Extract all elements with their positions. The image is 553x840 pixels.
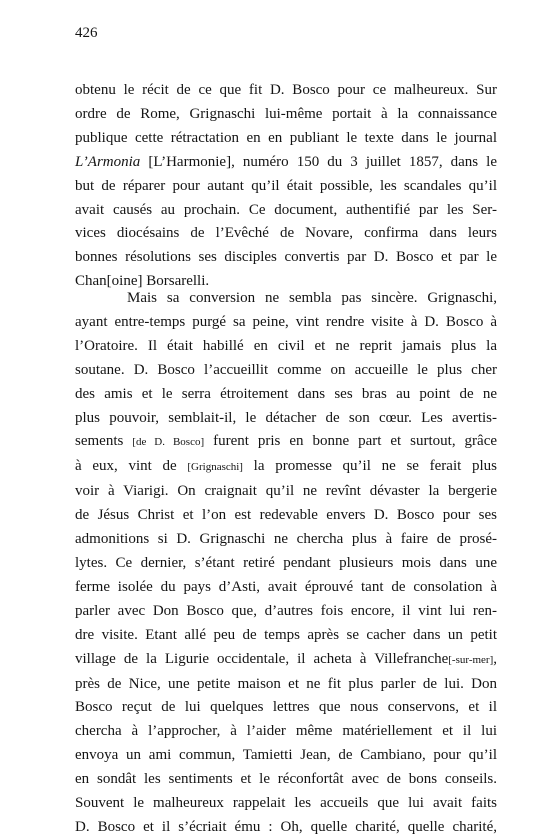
text-run: ordre de Rome, Grignaschi lui-même portait à la connaissance bbox=[75, 105, 497, 122]
text-run: , bbox=[493, 650, 497, 667]
text-run: chercha à l’approcher, à l’aider même matériellement et il lui bbox=[75, 723, 497, 740]
text-line bbox=[75, 792, 497, 816]
text-run: ferme isolée du pays d’Asti, avait éprouvé tant de consolation à bbox=[75, 578, 497, 595]
paragraph-1 bbox=[75, 79, 497, 294]
text-line bbox=[75, 768, 497, 792]
text-run: publique cette rétractation en en publiant le texte dans le journal bbox=[75, 129, 497, 146]
text-line bbox=[75, 79, 497, 103]
text-run: Mais sa conversion ne sembla pas sincère. Grignaschi, bbox=[127, 290, 497, 306]
text-line bbox=[75, 696, 497, 720]
page-number: 426 bbox=[75, 25, 98, 41]
text-run: Souvent le malheureux rappelait les accueils que lui avait faits bbox=[75, 795, 497, 812]
text-run: l’Oratoire. Il était habillé en civil et ne reprit jamais plus la bbox=[75, 337, 497, 354]
text-line bbox=[75, 311, 497, 335]
text-line bbox=[75, 175, 497, 199]
text-line bbox=[75, 720, 497, 744]
paragraph-2 bbox=[75, 287, 497, 840]
text-line bbox=[75, 127, 497, 151]
text-line bbox=[75, 103, 497, 127]
text-line bbox=[75, 407, 497, 431]
editorial-insertion: [de D. Bosco] bbox=[132, 436, 205, 449]
text-line bbox=[75, 816, 497, 840]
text-run: obtenu le récit de ce que fit D. Bosco pour ce malheureux. Sur bbox=[75, 82, 497, 98]
italic-title: L’Armonia bbox=[75, 153, 141, 170]
editorial-insertion: [-sur-mer] bbox=[448, 653, 494, 666]
text-line bbox=[75, 504, 497, 528]
text-run: envoya un ami commun, Tamietti Jean, de Cambiano, pour qu’il bbox=[75, 747, 497, 764]
text-run: à eux, vint de bbox=[75, 458, 188, 475]
text-run: admonitions si D. Grignaschi ne chercha plus à faire de prosé- bbox=[75, 531, 497, 548]
text-line bbox=[75, 624, 497, 648]
text-run: la promesse qu’il ne se ferait plus bbox=[242, 458, 497, 475]
text-line bbox=[75, 673, 497, 697]
text-line bbox=[75, 246, 497, 270]
text-line bbox=[75, 430, 497, 455]
text-run: vices diocésains de l’Evêché de Novare, confirma dans leurs bbox=[75, 225, 497, 242]
text-run: dre visite. Etant allé peu de temps après se cacher dans un petit bbox=[75, 626, 497, 643]
text-run: ayant entre-temps purgé sa peine, vint rendre visite à D. Bosco à bbox=[75, 313, 497, 330]
text-run: avait causés au prochain. Ce document, authentifié par les Ser- bbox=[75, 201, 497, 218]
text-run: Bosco reçut de lui quelques lettres que nous conservons, et il bbox=[75, 699, 497, 716]
text-run: D. Bosco et il s’écriait ému : Oh, quelle charité, quelle charité, bbox=[75, 818, 497, 835]
text-line bbox=[75, 744, 497, 768]
text-line bbox=[75, 552, 497, 576]
text-run: près de Nice, une petite maison et ne fit plus parler de lui. Don bbox=[75, 675, 497, 692]
text-run: [L’Harmonie], numéro 150 du 3 juillet 1857, dans le bbox=[140, 153, 497, 170]
text-run: en sondât les sentiments et le réconfortât avec de bons conseils. bbox=[75, 771, 497, 788]
text-run: soutane. D. Bosco l’accueillit comme on accueille le plus cher bbox=[75, 361, 497, 378]
text-line bbox=[75, 528, 497, 552]
text-run: sements bbox=[75, 433, 133, 450]
text-line bbox=[75, 576, 497, 600]
text-run: village de la Ligurie occidentale, il acheta à Villefranche bbox=[75, 650, 449, 667]
text-line bbox=[75, 151, 497, 175]
text-line bbox=[75, 222, 497, 246]
text-line bbox=[75, 335, 497, 359]
text-line bbox=[75, 199, 497, 223]
text-run: but de réparer pour autant qu’il était possible, les scandales qu’il bbox=[75, 177, 497, 194]
text-run: Chan[oine] Borsarelli. bbox=[75, 273, 210, 290]
text-run: lytes. Ce dernier, s’étant retiré pendant plusieurs mois dans une bbox=[75, 554, 497, 571]
text-line bbox=[75, 480, 497, 504]
text-line bbox=[75, 287, 497, 311]
text-run: parler avec Don Bosco que, d’autres fois encore, il vint lui ren- bbox=[75, 602, 497, 619]
text-run: des amis et le serra étroitement dans ses bras au point de ne bbox=[75, 385, 497, 402]
text-run: bonnes résolutions ses disciples convertis par D. Bosco et par le bbox=[75, 249, 497, 266]
text-run: voir à Viarigi. On craignait qu’il ne revînt dévaster la bergerie bbox=[75, 483, 497, 500]
text-line bbox=[75, 455, 497, 480]
text-line bbox=[75, 359, 497, 383]
text-line bbox=[75, 648, 497, 673]
text-run: furent pris en bonne part et surtout, grâce bbox=[204, 433, 498, 450]
text-run: plus pouvoir, semblait-il, le détacher de son cœur. Les avertis- bbox=[75, 409, 497, 426]
editorial-insertion: [Grignaschi] bbox=[187, 461, 243, 474]
text-line bbox=[75, 600, 497, 624]
text-line bbox=[75, 383, 497, 407]
text-run: de Jésus Christ et l’on est redevable envers D. Bosco pour ses bbox=[75, 507, 497, 524]
